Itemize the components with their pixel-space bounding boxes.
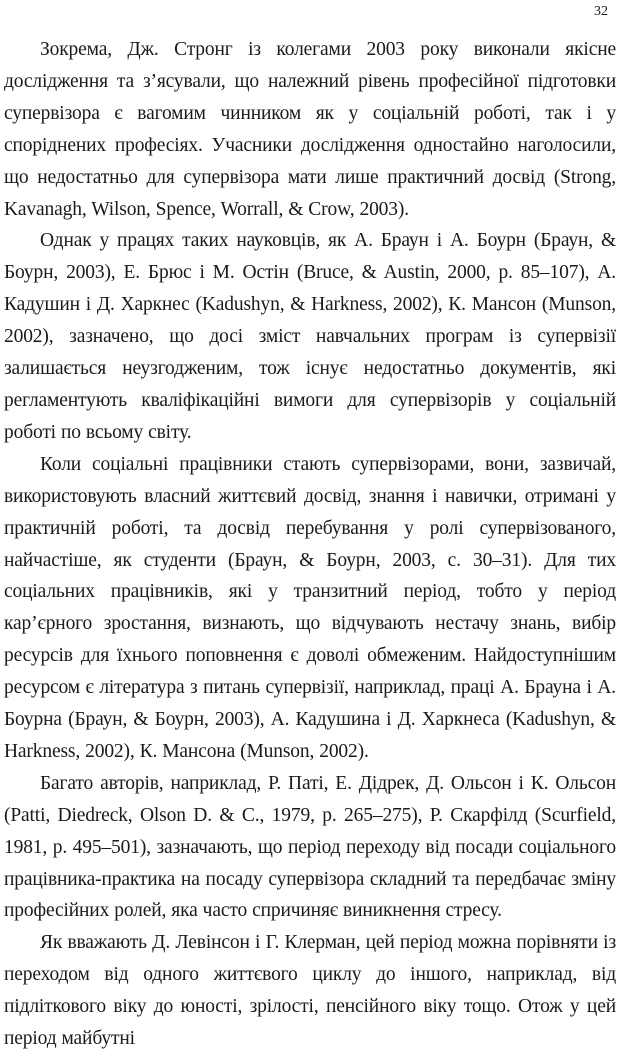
paragraph-5: Як вважають Д. Левінсон і Г. Клерман, цей період можна порівняти із переходом від одного життєвого циклу до іншого, наприклад, від підліткового віку до юності, зрілості, пенсійного віку тощо. Отож у цей період майбутні (4, 932, 616, 1050)
paragraph-1: Зокрема, Дж. Стронг із колегами 2003 року виконали якісне дослідження та з’ясували, що належний рівень професійної підготовки супервізора є вагомим чинником як у соціальній роботі, так і у споріднених професіях. Учасники дослідження одностайно наголосили, що недостатньо для супервізора мати лише практичний досвід (Strong, Kavanagh, Wilson, Spence, Worrall, & Crow, 2003). (4, 39, 616, 220)
page-number: 32 (594, 4, 608, 19)
page-body (4, 34, 616, 1055)
paragraph-2: Однак у працях таких науковців, як А. Браун і А. Боурн (Браун, & Боурн, 2003), Е. Брюс і М. Остін (Bruce, & Austin, 2000, p. 85–107), А. Кадушин і Д. Харкнес (Kadushyn, & Harkness, 2002), К. Мансон (Munson, 2002), зазначено, що досі зміст навчальних програм із супервізії залишається неузгодженим, тож існує недостатньо документів, які регламентують кваліфікаційні вимоги для супервізорів у соціальній роботі по всьому світу. (4, 230, 616, 443)
paragraph-4: Багато авторів, наприклад, Р. Паті, Е. Дідрек, Д. Ольсон і К. Ольсон (Patti, Diedreck, Olson D. & C., 1979, p. 265–275), Р. Скарфілд (Scurfield, 1981, p. 495–501), зазначають, що період переходу від посади соціального працівника-практика на посаду супервізора складний та передбачає зміну професійних ролей, яка часто спричиняє виникнення стресу. (4, 772, 616, 922)
paragraph-3: Коли соціальні працівники стають супервізорами, вони, зазвичай, використовують власний життєвий досвід, знання і навички, отримані у практичній роботі, та досвід перебування у ролі супервізованого, найчастіше, як студенти (Браун, & Боурн, 2003, с. 30–31). Для тих соціальних працівників, які у транзитний період, тобто у період кар’єрного зростання, визнають, що відчувають нестачу знань, вибір ресурсів для їхнього поповнення є доволі обмеженим. Найдоступнішим ресурсом є література з питань супервізії, наприклад, праці А. Брауна і А. Боурна (Браун, & Боурн, 2003), А. Кадушина і Д. Харкнеса (Kadushyn, & Harkness, 2002), К. Мансона (Munson, 2002). (4, 453, 616, 762)
